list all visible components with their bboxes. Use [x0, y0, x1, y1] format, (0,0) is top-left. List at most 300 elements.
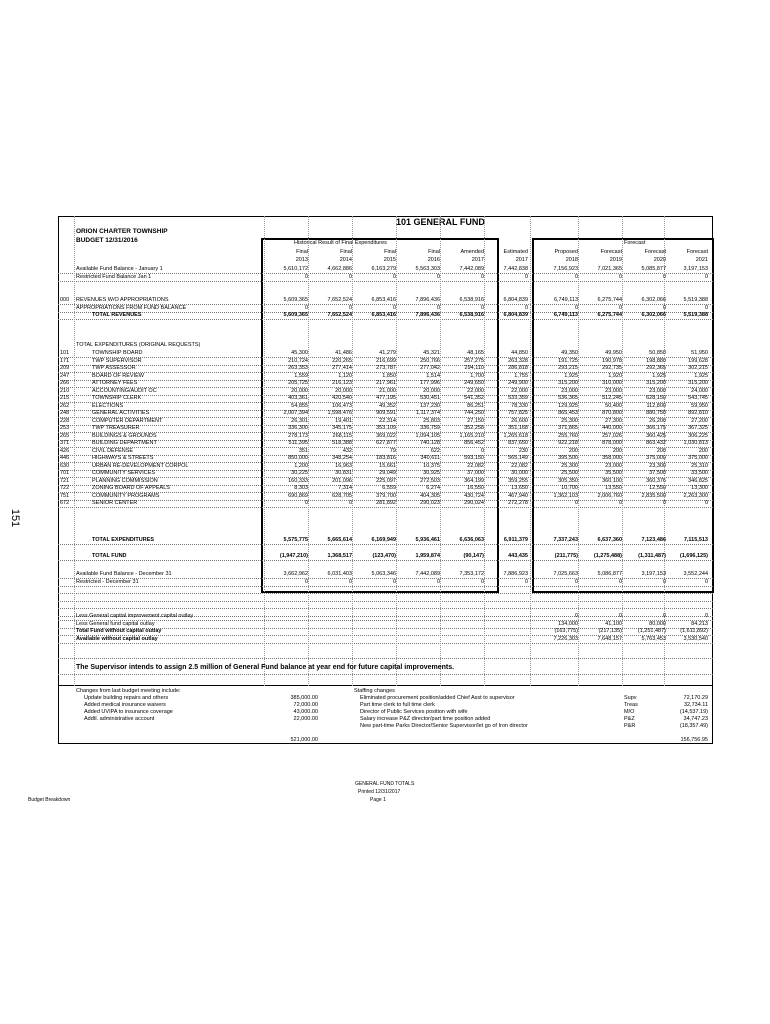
- capital-row-value: 0: [618, 613, 622, 619]
- total-expenditures-value: 6,636,063: [459, 537, 484, 543]
- expense-row-label: BUILDING DEPARTMENT: [92, 440, 157, 446]
- staffing-item-dept: M/O: [624, 709, 635, 715]
- column-type: Amended: [460, 249, 484, 255]
- grid-line: [58, 319, 713, 320]
- expense-row-value: 371,865: [558, 425, 578, 431]
- footer-printed: Printed 12/31/2017: [358, 789, 401, 795]
- column-type: Forecast: [644, 249, 666, 255]
- top-row-value: 5,610,172: [283, 266, 308, 272]
- expense-row-value: 1,514: [426, 372, 440, 379]
- revenue-row-label: APPROPRIATIONS FROM FUND BALANCE: [76, 304, 187, 311]
- column-type: Forecast: [600, 249, 622, 255]
- capital-row-value: 7,226,303: [553, 635, 578, 642]
- expense-row-value: 0: [480, 447, 484, 454]
- expense-row-value: 281,892: [376, 500, 396, 506]
- expense-row-value: 20,000: [335, 387, 352, 394]
- capital-row-value: 41,100: [605, 620, 622, 627]
- total-expenditures-value: 5,936,461: [415, 537, 440, 543]
- expense-row-value: 41,279: [379, 350, 396, 356]
- top-row-value: 7,442,089: [459, 266, 484, 272]
- total-revenues-value: 6,853,416: [371, 312, 396, 318]
- revenue-row-value: 6,538,916: [459, 297, 484, 303]
- revenue-row-value: 0: [304, 304, 308, 311]
- bottom-row-value: 7,025,663: [553, 571, 578, 577]
- top-row-value: 0: [618, 273, 622, 280]
- expense-row-value: 420,540: [332, 395, 352, 401]
- row-code: 266: [60, 380, 70, 386]
- expense-row-value: 225,097: [376, 477, 396, 484]
- grid-column-line: [484, 216, 485, 686]
- expense-row-value: 922,218: [558, 440, 578, 446]
- expense-row-value: 25,300: [561, 462, 578, 469]
- total-revenues-value: 7,896,436: [415, 312, 440, 318]
- column-type: Forecast: [686, 249, 708, 255]
- total-expenditures-value: 7,337,243: [553, 537, 578, 543]
- revenue-row-value: 0: [618, 304, 622, 311]
- expense-row-value: 10,700: [561, 485, 578, 491]
- bottom-row-value: 5,086,877: [597, 571, 622, 577]
- expense-row-value: 345,175: [332, 425, 352, 431]
- column-year: 2017: [515, 257, 528, 263]
- revenue-row-value: 6,749,113: [553, 297, 578, 303]
- expense-row-value: 628,150: [646, 395, 666, 401]
- top-row-value: 0: [704, 273, 708, 280]
- expense-row-value: 336,759: [420, 425, 440, 431]
- expense-row-value: 22,000: [511, 387, 528, 394]
- expense-row-label: ELECTIONS: [92, 402, 124, 409]
- changes-header: Changes from last budget meeting include:: [76, 688, 181, 694]
- capital-row-value: 0: [574, 613, 578, 619]
- expense-row-value: 850,000: [288, 455, 308, 461]
- total-fund-value: 443,435: [508, 553, 528, 559]
- bottom-row-value: 0: [436, 578, 440, 585]
- bottom-row-value: 5,063,346: [371, 571, 396, 577]
- expense-row-value: 249,900: [508, 380, 528, 386]
- change-item-label: Added medical insurance waivers: [84, 702, 166, 708]
- expense-row-value: 1,925: [652, 372, 666, 379]
- row-code: 751: [60, 492, 70, 499]
- expense-row-value: 26,301: [291, 417, 308, 424]
- revenue-row-value: 0: [662, 304, 666, 311]
- column-year: 2016: [427, 257, 440, 263]
- expense-row-value: 216,699: [376, 357, 396, 364]
- grid-column-line: [308, 216, 309, 686]
- expense-row-value: 78,330: [511, 402, 528, 409]
- row-code: 247: [60, 372, 70, 379]
- expense-row-value: 23,300: [649, 462, 666, 469]
- total-revenues-value: 6,804,839: [503, 312, 528, 318]
- expense-row-value: 37,000: [467, 470, 484, 476]
- total-fund-value: (1,947,210): [279, 553, 308, 559]
- total-expenditures-value: 6,169,949: [371, 537, 396, 543]
- column-year: 2013: [295, 257, 308, 263]
- bottom-row-value: 3,552,244: [683, 571, 708, 577]
- expense-row-value: 23,000: [649, 387, 666, 394]
- revenue-row-value: 0: [392, 304, 396, 311]
- expense-row-value: 622: [430, 447, 440, 454]
- bottom-row-value: 7,353,172: [459, 571, 484, 577]
- expense-row-value: 2,835,500: [641, 492, 666, 499]
- expense-row-value: 744,250: [464, 410, 484, 416]
- expense-row-value: 375,000: [646, 455, 666, 461]
- staffing-item-label: Salary increase P&Z director/part time position added: [360, 716, 491, 722]
- expense-row-value: 7,314: [338, 485, 352, 491]
- expense-row-value: 1,117,374: [415, 410, 440, 416]
- revenue-row-value: 0: [348, 304, 352, 311]
- expense-row-value: 302,215: [688, 365, 708, 371]
- expense-row-value: 293,215: [558, 365, 578, 371]
- top-row-value: 0: [348, 273, 352, 280]
- expense-row-value: 627,877: [376, 440, 396, 446]
- expense-row-value: 13,550: [605, 485, 622, 491]
- expense-row-value: 51,950: [691, 350, 708, 356]
- staffing-item-amount: 34,747.23: [683, 716, 708, 722]
- expense-row-value: 183,816: [376, 455, 396, 461]
- expense-row-value: 440,000: [602, 425, 622, 431]
- row-code: 228: [60, 417, 70, 424]
- expense-row-value: 86,251: [467, 402, 484, 409]
- staffing-item-amount: (14,537.19): [679, 709, 708, 715]
- row-code: 209: [60, 365, 70, 371]
- grid-line: [58, 658, 713, 659]
- expense-row-value: 30,225: [291, 470, 308, 476]
- staffing-item-label: Director of Public Services position with wife: [360, 709, 468, 715]
- row-code: 000: [60, 297, 70, 303]
- revenue-row-value: 0: [436, 304, 440, 311]
- forecast-label: Forecast: [624, 240, 646, 246]
- staffing-item-dept: P&R: [624, 723, 636, 729]
- expense-row-value: 8,303: [294, 485, 308, 491]
- expense-row-value: 0: [574, 500, 578, 506]
- bottom-row-value: 7,442,089: [415, 571, 440, 577]
- expense-row-value: 22,082: [511, 462, 528, 469]
- capital-row-value: (1,611,892): [680, 628, 708, 634]
- revenue-row-value: 7,896,436: [415, 297, 440, 303]
- column-type: Estimated: [503, 249, 528, 255]
- expense-row-value: 512,245: [602, 395, 622, 401]
- revenue-row-value: 0: [480, 304, 484, 311]
- expense-row-value: 44,850: [511, 350, 528, 356]
- grid-line: [58, 507, 713, 508]
- revenue-row-value: 6,275,744: [597, 297, 622, 303]
- revenue-row-value: 6,853,416: [371, 297, 396, 303]
- expense-row-value: 177,996: [420, 380, 440, 386]
- bottom-row-value: 3,662,962: [283, 571, 308, 577]
- top-row-value: 7,442,838: [503, 266, 528, 272]
- total-revenues-value: 7,652,524: [327, 312, 352, 318]
- expense-row-value: 13,300: [691, 485, 708, 491]
- expense-row-value: 27,150: [467, 417, 484, 424]
- top-row-value: 0: [436, 273, 440, 280]
- row-code: 426: [60, 447, 70, 454]
- row-code: 171: [60, 357, 70, 364]
- expense-row-value: 24,000: [691, 387, 708, 394]
- top-row-value: 6,163,279: [371, 266, 396, 272]
- expense-row-value: 220,265: [332, 357, 352, 364]
- expense-row-value: 50,400: [605, 402, 622, 409]
- total-fund-value: (123,470): [372, 553, 396, 559]
- expense-row-value: 35,500: [605, 470, 622, 476]
- bottom-row-value: 0: [480, 578, 484, 585]
- total-fund-value: (1,275,488): [593, 553, 622, 559]
- row-code: 253: [60, 425, 70, 431]
- change-item-label: Addtl. administrative account: [84, 716, 155, 722]
- expense-row-value: 430,724: [464, 492, 484, 499]
- expense-row-value: 278,173: [288, 432, 308, 439]
- grid-line: [58, 608, 713, 609]
- total-revenues-value: 6,749,113: [553, 312, 578, 318]
- expense-row-value: 33,500: [691, 470, 708, 476]
- expense-row-value: 315,200: [688, 380, 708, 386]
- capital-row-value: 80,000: [649, 620, 666, 627]
- row-code: 210: [60, 387, 70, 394]
- total-expenditures-value: 5,665,614: [327, 537, 352, 543]
- revenue-row-value: 5,519,388: [683, 297, 708, 303]
- expense-row-value: 360,425: [646, 432, 666, 439]
- capital-row-value: 7,648,157: [597, 635, 622, 642]
- top-row-value: 0: [524, 273, 528, 280]
- grid-line: [58, 586, 713, 587]
- expense-row-value: 272,278: [508, 500, 528, 506]
- capital-row-value: 5,763,453: [641, 635, 666, 642]
- expense-row-label: ACCOUNTING/AUDIT OC: [92, 387, 157, 394]
- expense-row-value: 200: [698, 447, 708, 454]
- expense-row-value: 26,600: [511, 417, 528, 424]
- expense-row-label: COMMUNITY SERVICES: [92, 470, 156, 476]
- revenue-row-label: REVENUES W/O APPROPRIATIONS: [76, 297, 169, 303]
- expense-row-value: 200: [656, 447, 666, 454]
- top-row-value: 7,156,923: [553, 266, 578, 272]
- bottom-row-value: 0: [304, 578, 308, 585]
- expense-row-value: 310,000: [602, 380, 622, 386]
- column-year: 2014: [339, 257, 352, 263]
- expense-row-value: 364,199: [464, 477, 484, 484]
- total-expenditures-value: 6,911,379: [503, 537, 528, 543]
- expense-row-value: 16,550: [467, 485, 484, 491]
- column-type: Final: [296, 249, 308, 255]
- expense-row-value: 359,255: [508, 477, 528, 484]
- expense-row-value: 467,940: [508, 492, 528, 499]
- expense-row-value: 217,961: [376, 380, 396, 386]
- staffing-item-label: Eliminated procurement position/added Chief Asst to supervisor: [360, 695, 515, 701]
- bottom-row-label: Available Fund Balance - December 31: [76, 571, 172, 577]
- expense-row-value: 404,305: [420, 492, 440, 499]
- staffing-item-label: Part time clerk to full time clerk: [360, 702, 435, 708]
- expense-row-value: 23,000: [605, 462, 622, 469]
- expense-row-value: 511,395: [288, 440, 308, 446]
- change-item-amount: 43,000.00: [293, 709, 318, 715]
- staffing-item-amount: 72,170.29: [683, 695, 708, 701]
- column-year: 2019: [609, 257, 622, 263]
- budget-spreadsheet: [58, 216, 713, 686]
- expense-row-label: ZONING BOARD OF APPEALS: [92, 485, 170, 491]
- change-item-label: Update building repairs and others: [84, 695, 169, 701]
- expense-row-value: 432: [342, 447, 352, 454]
- expense-row-label: TOWNSHIP BOARD: [92, 350, 143, 356]
- revenue-row-value: 6,302,066: [641, 297, 666, 303]
- expense-row-value: 1,265,618: [503, 432, 528, 439]
- top-row-value: 0: [480, 273, 484, 280]
- expense-row-value: 45,300: [291, 350, 308, 356]
- total-expenditures-value: 7,115,513: [683, 537, 708, 543]
- expense-row-value: 1,559: [294, 372, 308, 379]
- expense-row-value: 340,611: [420, 455, 440, 461]
- expense-row-value: 263,328: [508, 357, 528, 364]
- expense-row-value: 250,766: [420, 357, 440, 364]
- expense-row-label: SENIOR CENTER: [92, 500, 138, 506]
- bottom-row-value: 6,031,403: [327, 571, 352, 577]
- expense-row-value: 257,275: [464, 357, 484, 364]
- expense-row-value: 27,300: [605, 417, 622, 424]
- total-fund-value: (1,696,125): [679, 553, 708, 559]
- footer-page: Page 1: [370, 797, 386, 803]
- capital-row-value: 84,213: [691, 620, 708, 627]
- expense-row-value: 49,350: [561, 350, 578, 356]
- expense-row-value: 1,200: [294, 462, 308, 469]
- expense-row-value: 351,168: [508, 425, 528, 431]
- expense-row-value: 533,359: [508, 395, 528, 401]
- expense-row-value: 541,352: [464, 395, 484, 401]
- grid-line: [58, 593, 713, 594]
- expense-row-value: 21,000: [379, 387, 396, 394]
- expense-row-value: 880,750: [646, 410, 666, 416]
- expense-row-value: 50,850: [649, 350, 666, 356]
- expense-row-label: ATTORNEY FEES: [92, 380, 138, 386]
- capital-row-value: 0: [704, 613, 708, 619]
- expense-row-value: 336,300: [288, 425, 308, 431]
- expense-row-value: 255,760: [558, 432, 578, 439]
- expense-row-label: CIVIL DEFENSE: [92, 447, 134, 454]
- expense-row-value: 367,325: [688, 425, 708, 431]
- expense-row-value: 290,023: [420, 500, 440, 506]
- expense-row-value: 865,453: [558, 410, 578, 416]
- expense-row-value: 1,030,813: [683, 440, 708, 446]
- expense-row-value: 198,880: [646, 357, 666, 364]
- expense-row-value: 892,810: [688, 410, 708, 416]
- expense-row-label: TWP TREASURER: [92, 425, 140, 431]
- expense-row-value: 346,825: [688, 477, 708, 484]
- expense-row-value: 306,225: [688, 432, 708, 439]
- grid-column-line: [74, 216, 75, 686]
- row-code: 371: [60, 440, 70, 446]
- expense-row-value: 25,500: [561, 470, 578, 476]
- expense-row-value: 0: [704, 500, 708, 506]
- total-expenditures-label: TOTAL EXPENDITURES: [92, 537, 155, 543]
- expense-row-value: 54,855: [291, 402, 308, 409]
- column-year: 2021: [695, 257, 708, 263]
- expense-row-value: 856,452: [464, 440, 484, 446]
- expense-row-value: 16,963: [335, 462, 352, 469]
- bottom-row-value: 7,886,923: [503, 571, 528, 577]
- total-revenues-value: 5,609,365: [283, 312, 308, 318]
- expense-row-value: 112,800: [646, 402, 666, 409]
- expense-row-value: 268,115: [332, 432, 352, 439]
- bottom-row-value: 0: [524, 578, 528, 585]
- bottom-row-value: 0: [392, 578, 396, 585]
- expense-row-value: 909,591: [376, 410, 396, 416]
- changes-section: [58, 686, 713, 744]
- staffing-item-dept: Supv: [624, 695, 637, 701]
- expense-row-value: 2,006,760: [597, 492, 622, 499]
- top-row-value: 0: [392, 273, 396, 280]
- grid-line: [58, 643, 713, 644]
- revenue-row-value: 0: [574, 304, 578, 311]
- grid-line: [58, 560, 713, 561]
- expense-row-value: 25,310: [691, 462, 708, 469]
- expense-row-label: TOWNSHIP CLERK: [92, 395, 142, 401]
- bottom-row-value: 0: [574, 578, 578, 585]
- expense-row-value: 530,451: [420, 395, 440, 401]
- grid-column-line: [264, 216, 265, 686]
- top-row-value: 5,563,303: [415, 266, 440, 272]
- expense-row-value: 263,353: [288, 365, 308, 371]
- top-row-value: 0: [304, 273, 308, 280]
- historical-label: Historical Result of Final Expenditures: [294, 240, 387, 246]
- expense-row-value: 292,365: [646, 365, 666, 371]
- staffing-item-dept: P&Z: [624, 716, 635, 722]
- expense-row-value: 395,500: [558, 455, 578, 461]
- page-number: 151: [9, 508, 22, 528]
- bottom-row-value: 0: [662, 578, 666, 585]
- expense-row-value: 210,724: [288, 357, 308, 364]
- expense-row-label: TWP SUPERVISOR: [92, 357, 142, 364]
- staffing-item-amount: 32,734.11: [683, 702, 708, 708]
- expense-row-value: 20,000: [291, 387, 308, 394]
- budget-date: BUDGET 12/31/2016: [76, 237, 138, 244]
- row-code: 262: [60, 402, 70, 409]
- expense-row-value: 593,150: [464, 455, 484, 461]
- expense-row-value: 286,818: [508, 365, 528, 371]
- bottom-row-value: 0: [348, 578, 352, 585]
- bottom-row-value: 0: [618, 578, 622, 585]
- change-item-amount: 385,000.00: [290, 695, 318, 701]
- expense-row-value: 543,745: [688, 395, 708, 401]
- row-code: 265: [60, 432, 70, 439]
- expense-row-value: 59,950: [691, 402, 708, 409]
- top-row-value: 7,021,365: [597, 266, 622, 272]
- column-type: Proposed: [554, 249, 578, 255]
- expense-row-value: 477,195: [376, 395, 396, 401]
- expense-row-value: 160,333: [288, 477, 308, 484]
- expense-row-value: 19,401: [335, 417, 352, 424]
- capital-row-label: Less General capital improvement capital outlay: [76, 613, 194, 619]
- expense-row-value: 49,950: [605, 350, 622, 356]
- expense-row-value: 10,375: [423, 462, 440, 469]
- capital-row-value: 3,530,540: [683, 635, 708, 642]
- column-type: Final: [340, 249, 352, 255]
- expense-row-value: 201,096: [332, 477, 352, 484]
- row-code: 248: [60, 410, 70, 416]
- revenue-row-value: 6,804,839: [503, 297, 528, 303]
- expense-row-value: 37,500: [649, 470, 666, 476]
- expense-row-value: 290,024: [464, 500, 484, 506]
- expense-row-label: TWP ASSESSOR: [92, 365, 136, 371]
- capital-row-value: 0: [662, 613, 666, 619]
- total-revenues-value: 6,538,916: [459, 312, 484, 318]
- top-row-value: 0: [662, 273, 666, 280]
- staffing-header: Staffing changes: [354, 688, 395, 694]
- top-row-value: 0: [574, 273, 578, 280]
- expense-row-value: 348,254: [332, 455, 352, 461]
- expense-row-value: 216,123: [332, 380, 352, 386]
- grid-column-line: [396, 216, 397, 686]
- row-code: 101: [60, 350, 70, 356]
- supervisor-note: The Supervisor intends to assign 2.5 million of General Fund balance at year end for future capital improvements.: [76, 664, 455, 671]
- revenue-row-value: 0: [704, 304, 708, 311]
- expense-row-value: 358,000: [602, 455, 622, 461]
- expense-row-value: 1,598,476: [327, 410, 352, 416]
- top-row-value: 5,085,877: [641, 266, 666, 272]
